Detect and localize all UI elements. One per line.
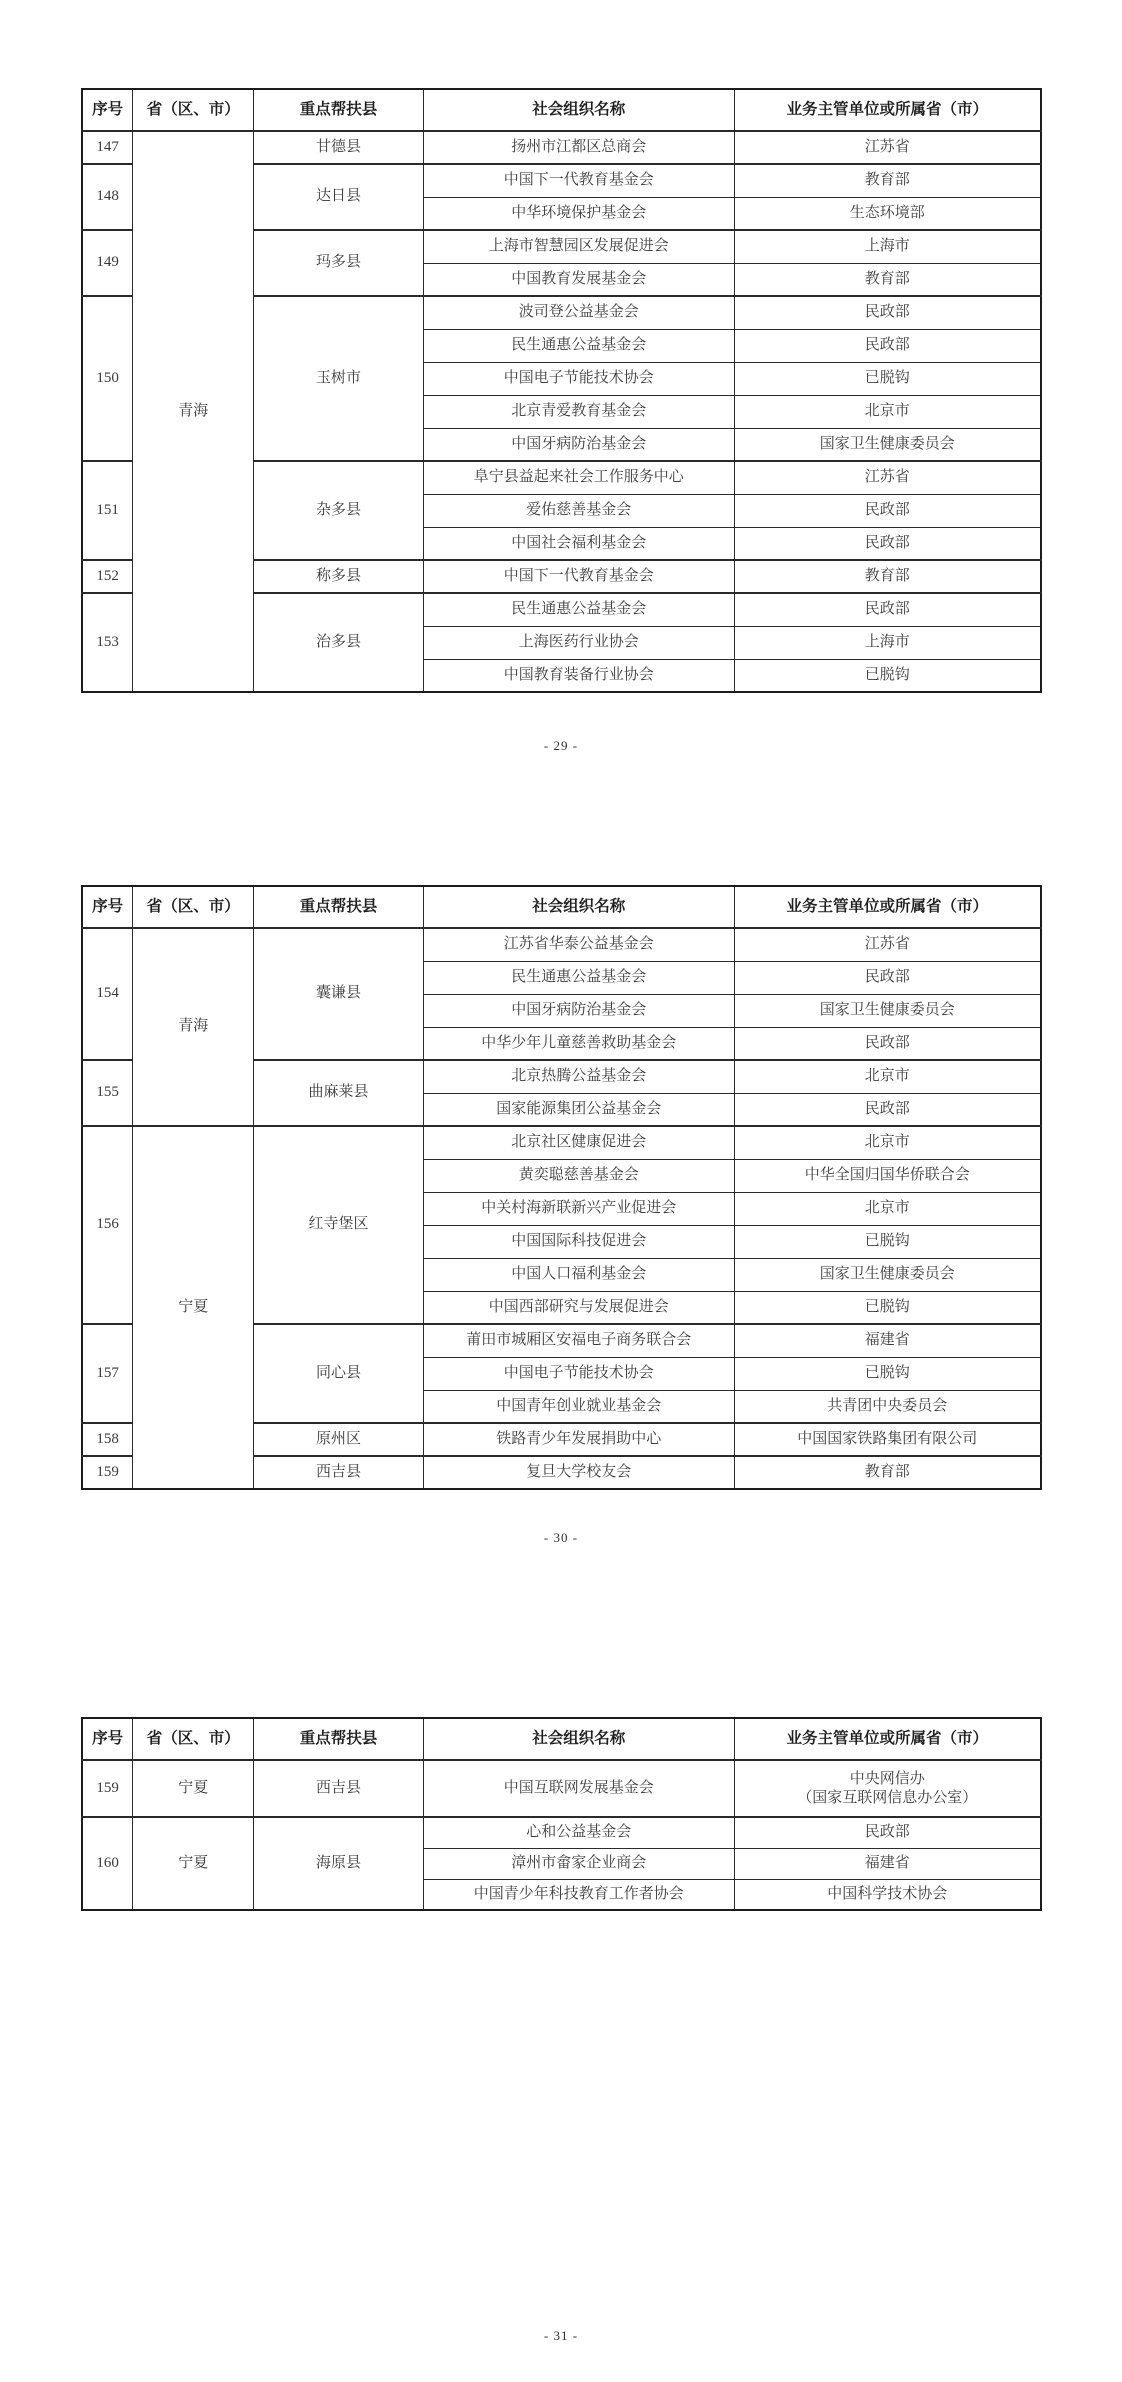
cell-organization-name: 中关村海新联新兴产业促进会: [423, 1192, 734, 1225]
header-cell: 业务主管单位或所属省（市）: [734, 1718, 1041, 1760]
cell-supervisory-unit: 民政部: [734, 494, 1041, 527]
cell-organization-name: 北京青爱教育基金会: [423, 395, 734, 428]
cell-county: 同心县: [254, 1324, 424, 1423]
cell-supervisory-unit: 江苏省: [734, 928, 1041, 961]
cell-serial-number: 156: [82, 1126, 133, 1324]
cell-supervisory-unit: 中国国家铁路集团有限公司: [734, 1423, 1041, 1456]
cell-county: 称多县: [254, 560, 424, 593]
cell-supervisory-unit: 教育部: [734, 560, 1041, 593]
table-row: [82, 1760, 1041, 1817]
cell-supervisory-unit: 民政部: [734, 593, 1041, 626]
cell-county: 甘德县: [254, 131, 424, 164]
cell-serial-number: 158: [82, 1423, 133, 1456]
cell-supervisory-unit: 已脱钩: [734, 1357, 1041, 1390]
cell-serial-number: 147: [82, 131, 133, 164]
cell-organization-name: 上海医药行业协会: [423, 626, 734, 659]
cell-province: 青海: [133, 928, 254, 1126]
cell-serial-number: 150: [82, 296, 133, 461]
cell-province: 宁夏: [133, 1760, 254, 1817]
cell-organization-name: 黄奕聪慈善基金会: [423, 1159, 734, 1192]
header-cell: 省（区、市）: [133, 89, 254, 131]
cell-serial-number: 157: [82, 1324, 133, 1423]
cell-supervisory-unit: 民政部: [734, 329, 1041, 362]
cell-supervisory-unit: 教育部: [734, 263, 1041, 296]
cell-supervisory-unit: 民政部: [734, 1027, 1041, 1060]
cell-supervisory-unit: 已脱钩: [734, 1225, 1041, 1258]
cell-serial-number: 149: [82, 230, 133, 296]
cell-serial-number: 159: [82, 1456, 133, 1489]
cell-organization-name: 上海市智慧园区发展促进会: [423, 230, 734, 263]
header-cell: 社会组织名称: [423, 89, 734, 131]
header-cell: 重点帮扶县: [254, 886, 424, 928]
page-number: - 31 -: [543, 2328, 579, 2343]
header-cell: 社会组织名称: [423, 1718, 734, 1760]
cell-organization-name: 爱佑慈善基金会: [423, 494, 734, 527]
cell-county: 西吉县: [254, 1760, 424, 1817]
cell-organization-name: 中华少年儿童慈善救助基金会: [423, 1027, 734, 1060]
assistance-table-page-30: [81, 885, 1042, 1490]
cell-organization-name: 民生通惠公益基金会: [423, 329, 734, 362]
supervisory-unit-line: （国家互联网信息办公室）: [797, 1789, 978, 1806]
cell-organization-name: 复旦大学校友会: [423, 1456, 734, 1489]
cell-supervisory-unit: 福建省: [734, 1848, 1041, 1879]
cell-supervisory-unit: 中国科学技术协会: [734, 1879, 1041, 1910]
header-cell: 业务主管单位或所属省（市）: [734, 89, 1041, 131]
header-cell: 省（区、市）: [133, 1718, 254, 1760]
table-body: [82, 928, 1041, 1489]
cell-organization-name: 波司登公益基金会: [423, 296, 734, 329]
header-cell: 序号: [82, 886, 133, 928]
table-row: [82, 1126, 1041, 1159]
page-number: - 30 -: [543, 1530, 579, 1545]
cell-organization-name: 北京社区健康促进会: [423, 1126, 734, 1159]
table-body: [82, 131, 1041, 692]
cell-supervisory-unit: 上海市: [734, 230, 1041, 263]
table-row: [82, 1817, 1041, 1848]
page-number: - 29 -: [543, 738, 579, 753]
table-header-row: [82, 1718, 1041, 1760]
table-header-row: [82, 1718, 1041, 1760]
cell-county: 红寺堡区: [254, 1126, 424, 1324]
table-row: [82, 928, 1041, 961]
cell-province: 宁夏: [133, 1126, 254, 1489]
cell-supervisory-unit: 国家卫生健康委员会: [734, 994, 1041, 1027]
table-section-page-31: [81, 1717, 1042, 1911]
table-row: [82, 131, 1041, 164]
table-body: [82, 1760, 1041, 1910]
table-header-row: [82, 89, 1041, 131]
cell-supervisory-unit: 共青团中央委员会: [734, 1390, 1041, 1423]
cell-organization-name: 阜宁县益起来社会工作服务中心: [423, 461, 734, 494]
cell-county: 曲麻莱县: [254, 1060, 424, 1126]
cell-county: 囊谦县: [254, 928, 424, 1060]
cell-county: 西吉县: [254, 1456, 424, 1489]
cell-serial-number: 151: [82, 461, 133, 560]
assistance-table-page-29: [81, 88, 1042, 693]
cell-supervisory-unit: 民政部: [734, 1817, 1041, 1848]
cell-supervisory-unit: 民政部: [734, 296, 1041, 329]
cell-county: 治多县: [254, 593, 424, 692]
cell-organization-name: 莆田市城厢区安福电子商务联合会: [423, 1324, 734, 1357]
cell-supervisory-unit: 生态环境部: [734, 197, 1041, 230]
cell-county: 原州区: [254, 1423, 424, 1456]
assistance-table-page-31: [81, 1717, 1042, 1911]
cell-organization-name: 中国牙病防治基金会: [423, 428, 734, 461]
cell-county: 玛多县: [254, 230, 424, 296]
cell-supervisory-unit: 国家卫生健康委员会: [734, 428, 1041, 461]
header-cell: 业务主管单位或所属省（市）: [734, 886, 1041, 928]
cell-organization-name: 中华环境保护基金会: [423, 197, 734, 230]
cell-supervisory-unit: 民政部: [734, 1093, 1041, 1126]
table-header-row: [82, 886, 1041, 928]
header-cell: 序号: [82, 1718, 133, 1760]
cell-organization-name: 中国下一代教育基金会: [423, 560, 734, 593]
header-cell: 重点帮扶县: [254, 1718, 424, 1760]
cell-supervisory-unit: 教育部: [734, 1456, 1041, 1489]
cell-serial-number: 152: [82, 560, 133, 593]
table-header-row: [82, 886, 1041, 928]
header-cell: 省（区、市）: [133, 886, 254, 928]
cell-supervisory-unit: 民政部: [734, 527, 1041, 560]
cell-organization-name: 民生通惠公益基金会: [423, 961, 734, 994]
cell-organization-name: 中国牙病防治基金会: [423, 994, 734, 1027]
cell-serial-number: 160: [82, 1817, 133, 1910]
cell-organization-name: 国家能源集团公益基金会: [423, 1093, 734, 1126]
cell-serial-number: 155: [82, 1060, 133, 1126]
cell-organization-name: 中国互联网发展基金会: [423, 1760, 734, 1817]
cell-supervisory-unit: 教育部: [734, 164, 1041, 197]
cell-organization-name: 中国教育发展基金会: [423, 263, 734, 296]
cell-organization-name: 中国西部研究与发展促进会: [423, 1291, 734, 1324]
cell-organization-name: 中国社会福利基金会: [423, 527, 734, 560]
table-header-row: [82, 89, 1041, 131]
cell-organization-name: 扬州市江都区总商会: [423, 131, 734, 164]
table-section-page-29: [81, 88, 1042, 693]
cell-serial-number: 153: [82, 593, 133, 692]
cell-supervisory-unit: 北京市: [734, 395, 1041, 428]
cell-organization-name: 中国教育装备行业协会: [423, 659, 734, 692]
cell-supervisory-unit: 江苏省: [734, 131, 1041, 164]
cell-organization-name: 中国青年创业就业基金会: [423, 1390, 734, 1423]
cell-serial-number: 154: [82, 928, 133, 1060]
cell-organization-name: 中国人口福利基金会: [423, 1258, 734, 1291]
cell-supervisory-unit: 北京市: [734, 1192, 1041, 1225]
cell-serial-number: 159: [82, 1760, 133, 1817]
cell-supervisory-unit: 中华全国归国华侨联合会: [734, 1159, 1041, 1192]
header-cell: 重点帮扶县: [254, 89, 424, 131]
cell-supervisory-unit: 已脱钩: [734, 362, 1041, 395]
cell-supervisory-unit: 福建省: [734, 1324, 1041, 1357]
table-section-page-30: [81, 885, 1042, 1490]
cell-organization-name: 中国电子节能技术协会: [423, 362, 734, 395]
cell-organization-name: 中国国际科技促进会: [423, 1225, 734, 1258]
cell-organization-name: 心和公益基金会: [423, 1817, 734, 1848]
cell-organization-name: 江苏省华泰公益基金会: [423, 928, 734, 961]
cell-organization-name: 中国下一代教育基金会: [423, 164, 734, 197]
cell-supervisory-unit: 北京市: [734, 1060, 1041, 1093]
cell-supervisory-unit: 北京市: [734, 1126, 1041, 1159]
cell-county: 海原县: [254, 1817, 424, 1910]
header-cell: 序号: [82, 89, 133, 131]
cell-organization-name: 中国青少年科技教育工作者协会: [423, 1879, 734, 1910]
header-cell: 社会组织名称: [423, 886, 734, 928]
cell-supervisory-unit: [734, 1760, 1041, 1817]
cell-organization-name: 漳州市畲家企业商会: [423, 1848, 734, 1879]
cell-supervisory-unit: 已脱钩: [734, 1291, 1041, 1324]
supervisory-unit-line: 中央网信办: [849, 1770, 925, 1787]
cell-organization-name: 民生通惠公益基金会: [423, 593, 734, 626]
cell-serial-number: 148: [82, 164, 133, 230]
cell-supervisory-unit: 上海市: [734, 626, 1041, 659]
cell-supervisory-unit: 江苏省: [734, 461, 1041, 494]
cell-supervisory-unit: 国家卫生健康委员会: [734, 1258, 1041, 1291]
cell-supervisory-unit: 已脱钩: [734, 659, 1041, 692]
cell-organization-name: 中国电子节能技术协会: [423, 1357, 734, 1390]
cell-province: 青海: [133, 131, 254, 692]
cell-organization-name: 铁路青少年发展捐助中心: [423, 1423, 734, 1456]
cell-county: 达日县: [254, 164, 424, 230]
cell-organization-name: 北京热腾公益基金会: [423, 1060, 734, 1093]
cell-supervisory-unit: 民政部: [734, 961, 1041, 994]
cell-county: 杂多县: [254, 461, 424, 560]
cell-county: 玉树市: [254, 296, 424, 461]
cell-province: 宁夏: [133, 1817, 254, 1910]
